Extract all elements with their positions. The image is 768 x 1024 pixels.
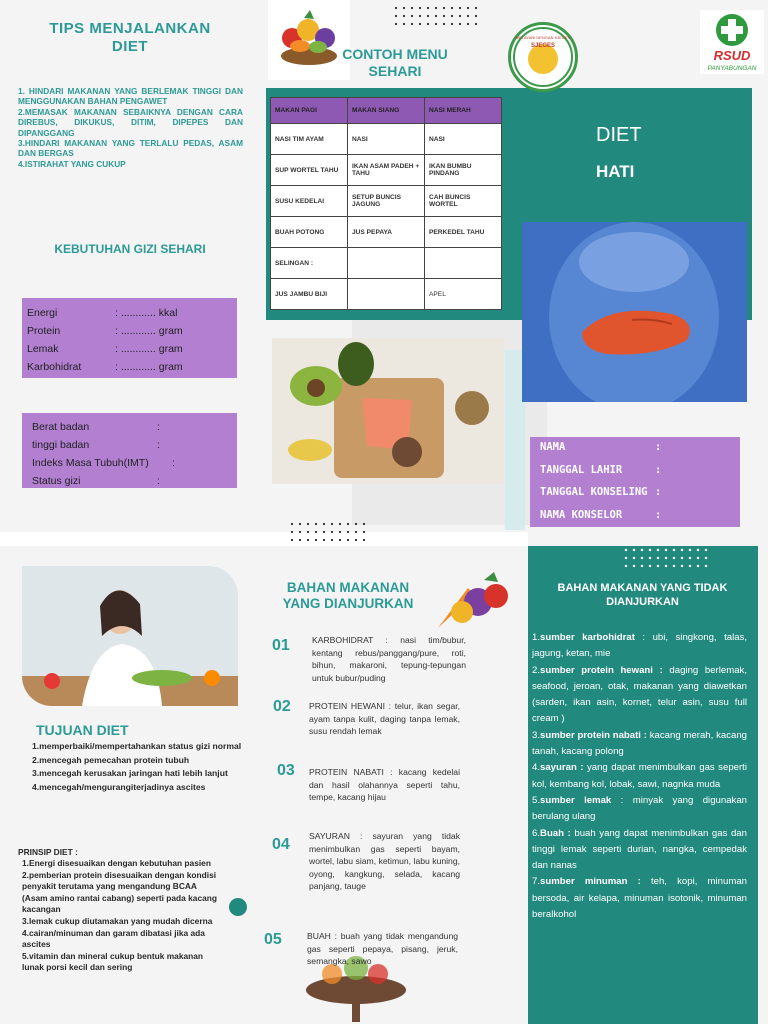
dianjurkan-item: BUAH : buah yang tidak mengandung gas seperti pepaya, pisang, jeruk, semangka, sawo [307,931,458,967]
anthro-value: : [172,457,175,469]
table-row [271,279,502,310]
dot-pattern-panel [622,546,712,568]
item-text: yang dapat menimbulkan gas seperti kol, kembang kol, lobak, sawi, nagnka muda [532,762,747,790]
item-text: : minyak yang digunakan berulang ulang [532,794,748,823]
patient-label: TANGGAL KONSELING [540,486,648,498]
table-cell [348,248,425,279]
menu-table [270,97,502,310]
dot-pattern-mid [288,520,368,542]
list-item [532,826,747,875]
item-text: daging berlemak, seafood, jeroan, otak, makanan yang diawetkan (sarden, ikan asin, kornet, telur asin, susu full cream ) [532,664,747,725]
gizi-label: Karbohidrat [27,361,82,373]
gizi-label: Energi [27,307,58,319]
healthy-food-photo [272,338,504,484]
menu-title: CONTOH MENU SEHARI [342,46,448,79]
dianjurkan-item: PROTEIN NABATI : kacang kedelai dan hasil olahannya seperti tahu, tempe, kacang hijau [309,767,460,803]
list-item: 4.cairan/minuman dan garam dibatasi jika ada ascites [22,927,205,950]
table-cell: NASI TIM AYAM [271,124,348,155]
item-text: : ubi, singkong, talas, jagung, ketan, mie [532,632,747,660]
prinsip-title: PRINSIP DIET : [18,847,78,857]
table-cell: SUP WORTEL TAHU [271,155,348,186]
gizi-value: : ............ gram [115,325,183,337]
table-header: MAKAN SIANG [348,98,425,124]
patient-label: NAMA KONSELOR [540,508,623,521]
list-item [532,793,747,826]
vegetables-icon [428,568,516,638]
table-cell: BUAH POTONG [271,217,348,248]
table-cell: NASI [425,124,502,155]
table-cell: IKAN ASAM PADEH + TAHU [348,155,425,186]
table-cell [348,279,425,310]
dot-pattern-top [392,4,482,26]
list-item: 3.HINDARI MAKANAN YANG TERLALU PEDAS, ASAM DAN BERGAS [18,138,243,159]
gizi-value: : ............ gram [115,361,183,373]
item-number: 1. [532,632,541,643]
dianjurkan-item: SAYURAN : sayuran yang tidak menimbulkan gas seperti bayam, wortel, labu siam, ketimun, labu kuning, oyong, kangkung, selada, kacang panjang, tauge [309,831,460,892]
item-text: kacang merah, kacang tanah, kacang polong [532,729,748,758]
diet-title: DIET [596,124,642,146]
dianjurkan-item: PROTEIN HEWANI : telur, ikan segar, ayam tanpa kulit, daging tanpa lemak, susu rendah lemak [309,701,460,737]
list-item: 3.lemak cukup diutamakan yang mudah dicerna [22,915,213,926]
gizi-value: : ............ gram [115,343,183,355]
patient-label: NAMA [540,441,566,453]
item-number: 6. [532,827,541,839]
list-item: 3.mencegah kerusakan jaringan hati lebih lanjut [32,768,228,778]
list-item: 2.MEMASAK MAKANAN SEBAIKNYA DENGAN CARA DIREBUS, DIKUKUS, DITIM, DIPEPES DAN DIPANGGANG [18,106,243,138]
table-row [271,155,502,186]
tidak-title: BAHAN MAKANAN YANG TIDAK DIANJURKAN [557,582,728,608]
list-item: 1.Energi disesuaikan dengan kebutuhan pasien [22,858,211,868]
table-cell: JUS JAMBU BIJI [271,279,348,310]
patient-value: : [655,463,662,476]
item-number: 04 [272,836,290,853]
list-item [532,663,747,728]
dianjurkan-title: BAHAN MAKANAN YANG DIANJURKAN [282,580,414,611]
sjeges-logo [508,22,578,92]
list-item: 5.vitamin dan mineral cukup bentuk makanan lunak porsi kecil dan sering [22,950,204,973]
rsud-subtext: PANYABUNGAN [707,65,757,72]
anthro-label: tinggi badan [32,439,90,451]
patient-value: : [655,508,662,521]
item-heading: sumber lemak [540,794,612,806]
patient-value: : [655,441,662,453]
fold-divider [0,532,528,546]
anthro-label: Berat badan [32,421,90,433]
list-item: 1. HINDARI MAKANAN YANG BERLEMAK TINGGI DAN MENGGUNAKAN BAHAN PENGAWET [18,86,243,107]
tujuan-title: TUJUAN DIET [36,722,129,738]
patient-label: TANGGAL LAHIR [540,463,623,476]
patient-value: : [655,486,662,498]
anthro-label: Status gizi [32,475,81,487]
table-cell: NASI [348,124,425,155]
table-cell: CAH BUNCIS WORTEL [425,186,502,217]
table-cell: APEL [425,279,502,310]
anthro-value: : [157,439,160,451]
item-number: 01 [272,637,290,654]
item-heading: Buah : [540,827,571,839]
list-item [532,760,747,793]
item-text: buah yang dapat menimbulkan gas dan tinggi lemak seperti durian, nangka, cempedak dan nanas [532,827,747,872]
woman-eating-photo [22,566,238,706]
anthro-value: : [157,475,160,487]
patient-info-box [530,437,740,527]
item-number: 7. [532,876,541,888]
item-heading: sayuran : [540,762,584,774]
anthro-box [22,413,237,488]
gizi-label: Lemak [27,343,59,355]
tips-title: TIPS MENJALANKAN DIET [49,20,211,55]
table-cell: SELINGAN : [271,248,348,279]
item-number: 4. [532,762,541,774]
sjeges-ring-text: MELAYANI DENGAN SJEGES [515,35,571,40]
table-cell [425,248,502,279]
item-number: 5. [532,794,541,806]
item-number: 02 [273,698,291,715]
table-cell: IKAN BUMBU PINDANG [425,155,502,186]
item-heading: sumber protein nabati : [540,729,647,741]
dianjurkan-item: KARBOHIDRAT : nasi tim/bubur, kentang rebus/panggang/pure, roti, bihun, makaroni, tepung-tepungan untuk bubur/puding [312,635,466,683]
table-cell: SUSU KEDELAI [271,186,348,217]
gizi-box [22,298,237,378]
hati-title: HATI [596,162,635,181]
item-heading: sumber protein hewani : [540,664,663,676]
table-row [271,217,502,248]
decorative-dot [229,898,247,916]
gizi-value: : ............ kkal [115,307,178,319]
item-number: 05 [264,931,282,948]
table-header: MAKAN PAGI [271,98,348,124]
table-row [271,186,502,217]
list-item [532,728,747,761]
table-cell: JUS PEPAYA [348,217,425,248]
table-header: NASI MERAH [425,98,502,124]
list-item: 2.mencegah pemecahan protein tubuh [32,754,190,765]
item-number: 03 [277,762,295,779]
rsud-logo [700,10,764,74]
item-heading: sumber minuman : [540,876,641,888]
anthro-label: Indeks Masa Tubuh(IMT) [32,457,149,469]
table-cell: PERKEDEL TAHU [425,217,502,248]
item-heading: sumber karbohidrat [540,632,635,643]
anthro-value: : [157,421,160,433]
prinsip-list [22,858,222,974]
tidak-list [532,630,747,923]
tujuan-list [32,740,250,794]
list-item: 2.pemberian protein disesuaikan dengan kondisi penyakit terutama yang mengandung BCAA (Asam amino rantai cabang) seperti pada kacang kacangan [22,869,218,915]
table-cell: SETUP BUNCIS JAGUNG [348,186,425,217]
list-item [532,630,747,663]
rsud-text: RSUD [713,48,751,63]
list-item [532,874,747,923]
table-row [271,248,502,279]
list-item: 4.ISTIRAHAT YANG CUKUP [18,158,126,169]
table-header-row [271,98,502,124]
item-text: teh, kopi, minuman bersoda, air kelapa, minuman isotonik, minuman beralkohol [532,876,747,921]
liver-illustration [522,222,747,402]
tips-list [18,86,243,169]
list-item: 4.mencegah/mengurangiterjadinya ascites [32,781,206,792]
gizi-label: Protein [27,325,61,337]
item-number: 3. [532,729,541,741]
item-number: 2. [532,664,541,676]
sjeges-text: SJEGES [530,43,556,49]
kebutuhan-title: KEBUTUHAN GIZI SEHARI [54,242,206,256]
list-item: 1.memperbaiki/mempertahankan status gizi normal [32,741,242,751]
table-row [271,124,502,155]
